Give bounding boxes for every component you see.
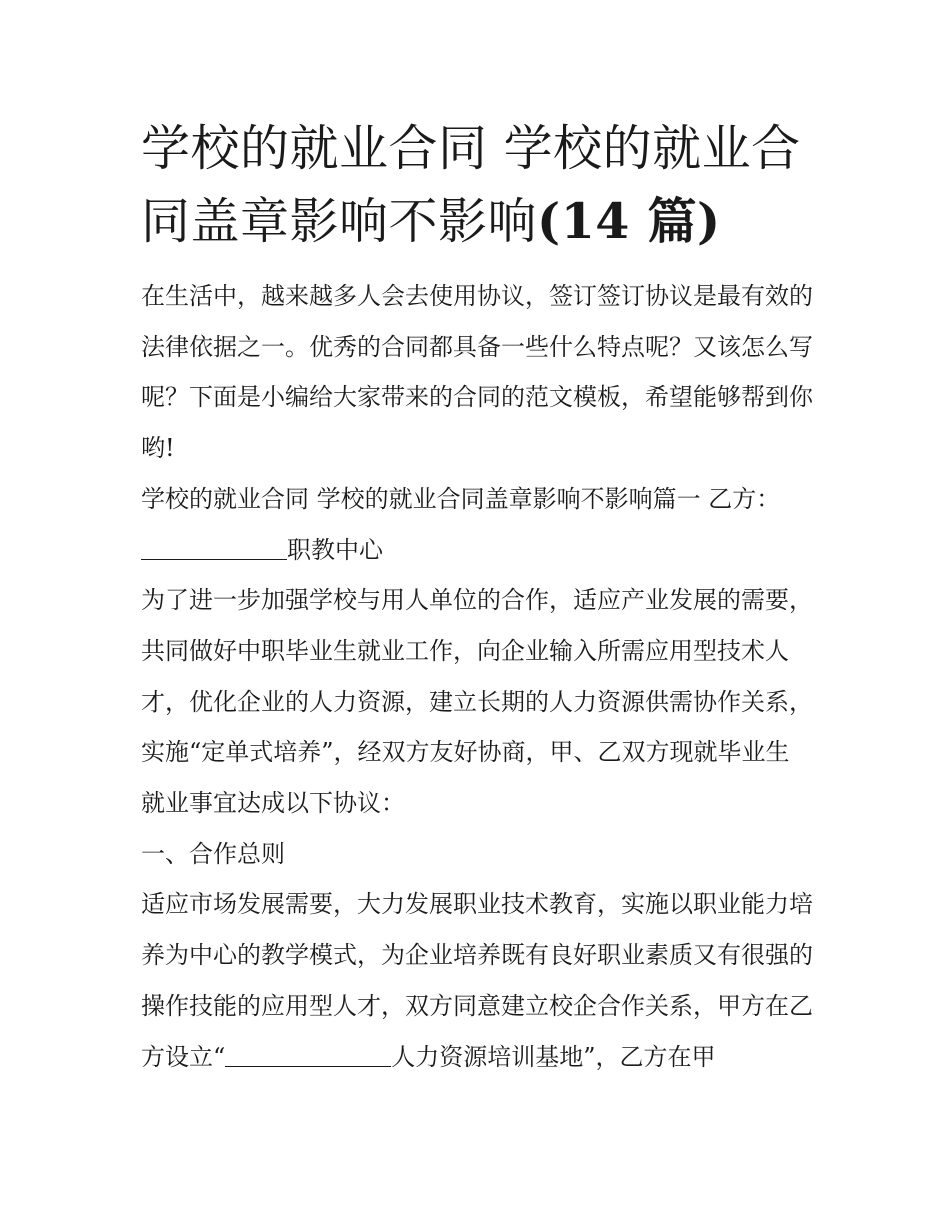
document-title-count: (14 篇) bbox=[537, 192, 721, 250]
purpose-paragraph: 为了进一步加强学校与用人单位的合作，适应产业发展的需要，共同做好中职毕业生就业工作，向企业输入所需应用型技术人才，优化企业的人力资源，建立长期的人力资源供需协作关系，实施“定单式培养”，经双方友好协商，甲、乙双方现就毕业生就业事宜达成以下协议： bbox=[141, 586, 813, 818]
party-b-line bbox=[141, 525, 813, 576]
clause-1-text-after-blank: 人力资源培训基地”，乙方在甲 bbox=[391, 1042, 716, 1071]
clause-1-paragraph bbox=[141, 879, 813, 1082]
section-heading: 学校的就业合同 学校的就业合同盖章影响不影响篇一 乙方： bbox=[141, 484, 781, 513]
document-page bbox=[141, 112, 813, 1082]
intro-paragraph: 在生活中，越来越多人会去使用协议，签订签订协议是最有效的法律依据之一。优秀的合同都具备一些什么特点呢？又该怎么写呢？下面是小编给大家带来的合同的范文模板，希望能够帮到你哟! bbox=[141, 282, 813, 463]
fill-in-blank bbox=[141, 529, 287, 560]
clause-1-text-before-blank: 适应市场发展需要，大力发展职业技术教育，实施以职业能力培养为中心的教学模式，为企业培养既有良好职业素质又有很强的操作技能的应用型人才，双方同意建立校企合作关系，甲方在乙方设立“ bbox=[141, 890, 813, 1071]
fill-in-blank bbox=[225, 1036, 391, 1067]
party-b-name-suffix: 职教中心 bbox=[287, 535, 383, 564]
document-title-main: 学校的就业合同 学校的就业合同盖章影响不影响 bbox=[141, 120, 801, 250]
clause-1-heading: 一、合作总则 bbox=[141, 839, 285, 868]
document-title bbox=[141, 112, 813, 258]
